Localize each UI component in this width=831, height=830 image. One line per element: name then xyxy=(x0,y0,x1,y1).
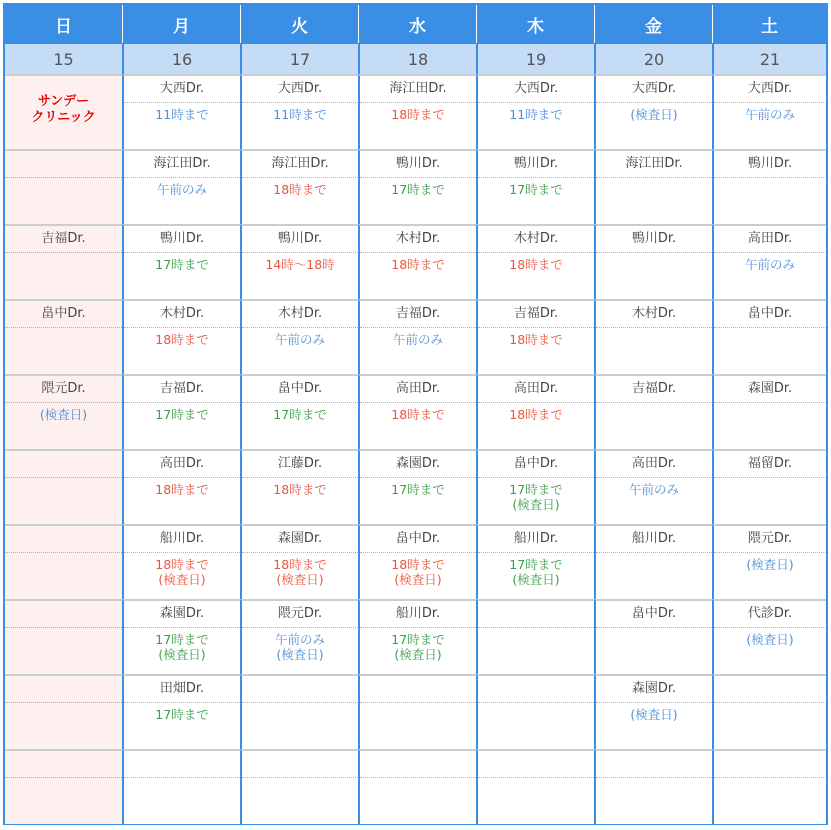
weekday-header: 月 xyxy=(122,5,240,43)
schedule-slot xyxy=(122,599,240,674)
schedule-slot xyxy=(358,224,476,299)
doctor-name: 鴨川Dr. xyxy=(478,151,594,178)
hours-note: 午前のみ xyxy=(744,257,795,272)
doctor-name: 船川Dr. xyxy=(478,526,594,553)
schedule-calendar xyxy=(3,3,828,825)
schedule-slot xyxy=(594,74,712,149)
hours-note: 18時まで xyxy=(391,407,445,422)
schedule-slot xyxy=(358,299,476,374)
schedule-slot xyxy=(476,674,594,749)
hours-note: 11時まで xyxy=(273,107,327,122)
schedule-slot xyxy=(476,299,594,374)
doctor-name xyxy=(5,526,122,553)
schedule-slot xyxy=(240,599,358,674)
doctor-name: 吉福Dr. xyxy=(478,301,594,328)
doctor-name xyxy=(714,751,826,778)
doctor-name xyxy=(478,676,594,703)
doctor-name: 海江田Dr. xyxy=(242,151,358,178)
doctor-name: 木村Dr. xyxy=(596,301,712,328)
schedule-slot xyxy=(240,74,358,149)
doctor-name: 海江田Dr. xyxy=(360,76,476,103)
schedule-slot xyxy=(594,149,712,224)
doctor-name: 木村Dr. xyxy=(124,301,240,328)
doctor-name xyxy=(478,601,594,628)
doctor-name: 吉福Dr. xyxy=(5,226,122,253)
doctor-name: 船川Dr. xyxy=(596,526,712,553)
hours-note: (検査日) xyxy=(630,707,678,722)
hours-note: 17時まで (検査日) xyxy=(155,632,209,662)
schedule-slot xyxy=(712,524,826,599)
doctor-name: 高田Dr. xyxy=(124,451,240,478)
schedule-slot xyxy=(476,599,594,674)
hours-note: 18時まで xyxy=(509,257,563,272)
date-cell: 19 xyxy=(476,43,594,74)
schedule-slot xyxy=(594,449,712,524)
doctor-name xyxy=(714,676,826,703)
hours-note: 17時まで (検査日) xyxy=(391,632,445,662)
schedule-slot xyxy=(240,524,358,599)
weekday-header: 火 xyxy=(240,5,358,43)
hours-note: 14時〜18時 xyxy=(265,257,335,272)
schedule-slot xyxy=(712,299,826,374)
hours-note: 18時まで xyxy=(155,332,209,347)
doctor-name: 森園Dr. xyxy=(360,451,476,478)
doctor-name: 船川Dr. xyxy=(124,526,240,553)
hours-note: (検査日) xyxy=(746,557,794,572)
schedule-slot xyxy=(712,449,826,524)
hours-note: 17時まで xyxy=(391,182,445,197)
hours-note: 17時まで xyxy=(155,407,209,422)
schedule-slot xyxy=(594,299,712,374)
doctor-name: 鴨川Dr. xyxy=(714,151,826,178)
schedule-slot xyxy=(122,224,240,299)
doctor-name xyxy=(5,451,122,478)
weekday-header: 水 xyxy=(358,5,476,43)
schedule-slot xyxy=(476,74,594,149)
doctor-name xyxy=(360,751,476,778)
doctor-name: 鴨川Dr. xyxy=(124,226,240,253)
doctor-name: 隈元Dr. xyxy=(714,526,826,553)
schedule-slot xyxy=(5,74,122,149)
schedule-slot xyxy=(712,674,826,749)
doctor-name xyxy=(5,751,122,778)
schedule-slot xyxy=(594,374,712,449)
doctor-name xyxy=(478,751,594,778)
schedule-slot xyxy=(5,599,122,674)
schedule-slot xyxy=(122,524,240,599)
doctor-name: 鴨川Dr. xyxy=(360,151,476,178)
schedule-slot xyxy=(358,149,476,224)
hours-note: 17時まで (検査日) xyxy=(509,557,563,587)
doctor-name: 木村Dr. xyxy=(242,301,358,328)
hours-note: 18時まで (検査日) xyxy=(273,557,327,587)
date-cell: 15 xyxy=(5,43,122,74)
hours-note: 17時まで xyxy=(273,407,327,422)
doctor-name: 隈元Dr. xyxy=(242,601,358,628)
schedule-slot xyxy=(712,149,826,224)
doctor-name: 畠中Dr. xyxy=(714,301,826,328)
doctor-name: 代診Dr. xyxy=(714,601,826,628)
hours-note: (検査日) xyxy=(746,632,794,647)
doctor-name: 大西Dr. xyxy=(478,76,594,103)
doctor-name: 福留Dr. xyxy=(714,451,826,478)
doctor-name: 大西Dr. xyxy=(596,76,712,103)
schedule-slot xyxy=(240,299,358,374)
doctor-name: 畠中Dr. xyxy=(242,376,358,403)
doctor-name: 吉福Dr. xyxy=(596,376,712,403)
schedule-slot xyxy=(122,149,240,224)
hours-note: 午前のみ (検査日) xyxy=(274,632,325,662)
schedule-slot xyxy=(5,299,122,374)
hours-note: 午前のみ xyxy=(156,182,207,197)
schedule-slot xyxy=(712,374,826,449)
schedule-slot xyxy=(5,224,122,299)
date-cell: 17 xyxy=(240,43,358,74)
hours-note: 17時まで xyxy=(509,182,563,197)
schedule-slot xyxy=(240,374,358,449)
schedule-slot xyxy=(594,599,712,674)
hours-note: 17時まで xyxy=(155,257,209,272)
date-cell: 21 xyxy=(712,43,826,74)
schedule-slot xyxy=(594,749,712,824)
weekday-header: 金 xyxy=(594,5,712,43)
hours-note: 18時まで xyxy=(509,407,563,422)
schedule-slot xyxy=(358,374,476,449)
schedule-slot xyxy=(358,599,476,674)
sunday-clinic-label: サンデー クリニック xyxy=(31,94,96,125)
doctor-name: 高田Dr. xyxy=(360,376,476,403)
hours-note: 11時まで xyxy=(509,107,563,122)
schedule-slot xyxy=(712,599,826,674)
schedule-slot xyxy=(476,524,594,599)
hours-note: 18時まで (検査日) xyxy=(155,557,209,587)
schedule-slot xyxy=(5,524,122,599)
doctor-name: 木村Dr. xyxy=(478,226,594,253)
schedule-slot xyxy=(594,224,712,299)
schedule-slot xyxy=(5,374,122,449)
schedule-slot xyxy=(122,674,240,749)
doctor-name xyxy=(5,601,122,628)
hours-note: 午前のみ xyxy=(744,107,795,122)
schedule-slot xyxy=(358,524,476,599)
doctor-name: 田畑Dr. xyxy=(124,676,240,703)
schedule-slot xyxy=(476,224,594,299)
doctor-name: 船川Dr. xyxy=(360,601,476,628)
weekday-header: 木 xyxy=(476,5,594,43)
hours-note: 18時まで xyxy=(509,332,563,347)
schedule-slot xyxy=(594,674,712,749)
schedule-slot xyxy=(122,749,240,824)
date-cell: 18 xyxy=(358,43,476,74)
hours-note: 午前のみ xyxy=(628,482,679,497)
doctor-name xyxy=(360,676,476,703)
doctor-name: 高田Dr. xyxy=(478,376,594,403)
schedule-slot xyxy=(122,74,240,149)
schedule-slot xyxy=(476,374,594,449)
schedule-slot xyxy=(476,749,594,824)
schedule-slot xyxy=(5,149,122,224)
schedule-slot xyxy=(5,449,122,524)
doctor-name: 海江田Dr. xyxy=(124,151,240,178)
schedule-slot xyxy=(594,524,712,599)
hours-note: 18時まで xyxy=(273,182,327,197)
doctor-name xyxy=(124,751,240,778)
hours-note: 17時まで xyxy=(391,482,445,497)
hours-note: 午前のみ xyxy=(392,332,443,347)
doctor-name: 吉福Dr. xyxy=(124,376,240,403)
doctor-name: 森園Dr. xyxy=(124,601,240,628)
doctor-name: 隈元Dr. xyxy=(5,376,122,403)
hours-note: 午前のみ xyxy=(274,332,325,347)
doctor-name: 大西Dr. xyxy=(242,76,358,103)
doctor-name xyxy=(242,751,358,778)
doctor-name xyxy=(242,676,358,703)
date-cell: 20 xyxy=(594,43,712,74)
schedule-slot xyxy=(712,749,826,824)
schedule-slot xyxy=(240,749,358,824)
hours-note: 18時まで (検査日) xyxy=(391,557,445,587)
doctor-name: 鴨川Dr. xyxy=(596,226,712,253)
doctor-name: 木村Dr. xyxy=(360,226,476,253)
doctor-name: 畠中Dr. xyxy=(360,526,476,553)
doctor-name xyxy=(5,676,122,703)
schedule-slot xyxy=(358,749,476,824)
doctor-name xyxy=(596,751,712,778)
hours-note: 18時まで xyxy=(391,257,445,272)
schedule-slot xyxy=(240,449,358,524)
doctor-name: 大西Dr. xyxy=(124,76,240,103)
doctor-name: 江藤Dr. xyxy=(242,451,358,478)
weekday-header: 日 xyxy=(5,5,122,43)
schedule-slot xyxy=(476,149,594,224)
doctor-name: 高田Dr. xyxy=(596,451,712,478)
schedule-slot xyxy=(122,374,240,449)
schedule-slot xyxy=(5,674,122,749)
schedule-slot xyxy=(240,149,358,224)
hours-note: 18時まで xyxy=(391,107,445,122)
schedule-slot xyxy=(476,449,594,524)
weekday-header: 土 xyxy=(712,5,826,43)
doctor-name xyxy=(5,151,122,178)
doctor-name: 森園Dr. xyxy=(714,376,826,403)
hours-note: 18時まで xyxy=(155,482,209,497)
doctor-name: 森園Dr. xyxy=(242,526,358,553)
schedule-slot xyxy=(358,74,476,149)
schedule-slot xyxy=(5,749,122,824)
date-cell: 16 xyxy=(122,43,240,74)
hours-note: 17時まで xyxy=(155,707,209,722)
hours-note: (検査日) xyxy=(39,407,88,422)
schedule-slot xyxy=(122,449,240,524)
hours-note: 17時まで (検査日) xyxy=(509,482,563,512)
hours-note: 11時まで xyxy=(155,107,209,122)
doctor-name: 高田Dr. xyxy=(714,226,826,253)
doctor-name: 海江田Dr. xyxy=(596,151,712,178)
schedule-slot xyxy=(122,299,240,374)
doctor-name: 大西Dr. xyxy=(714,76,826,103)
schedule-slot xyxy=(240,224,358,299)
hours-note: 18時まで xyxy=(273,482,327,497)
doctor-name: 鴨川Dr. xyxy=(242,226,358,253)
schedule-slot xyxy=(240,674,358,749)
doctor-name: 畠中Dr. xyxy=(478,451,594,478)
schedule-slot xyxy=(712,224,826,299)
hours-note: (検査日) xyxy=(630,107,678,122)
doctor-name: 森園Dr. xyxy=(596,676,712,703)
schedule-slot xyxy=(358,449,476,524)
doctor-name: 吉福Dr. xyxy=(360,301,476,328)
doctor-name: 畠中Dr. xyxy=(596,601,712,628)
schedule-slot xyxy=(358,674,476,749)
doctor-name: 畠中Dr. xyxy=(5,301,122,328)
schedule-slot xyxy=(712,74,826,149)
